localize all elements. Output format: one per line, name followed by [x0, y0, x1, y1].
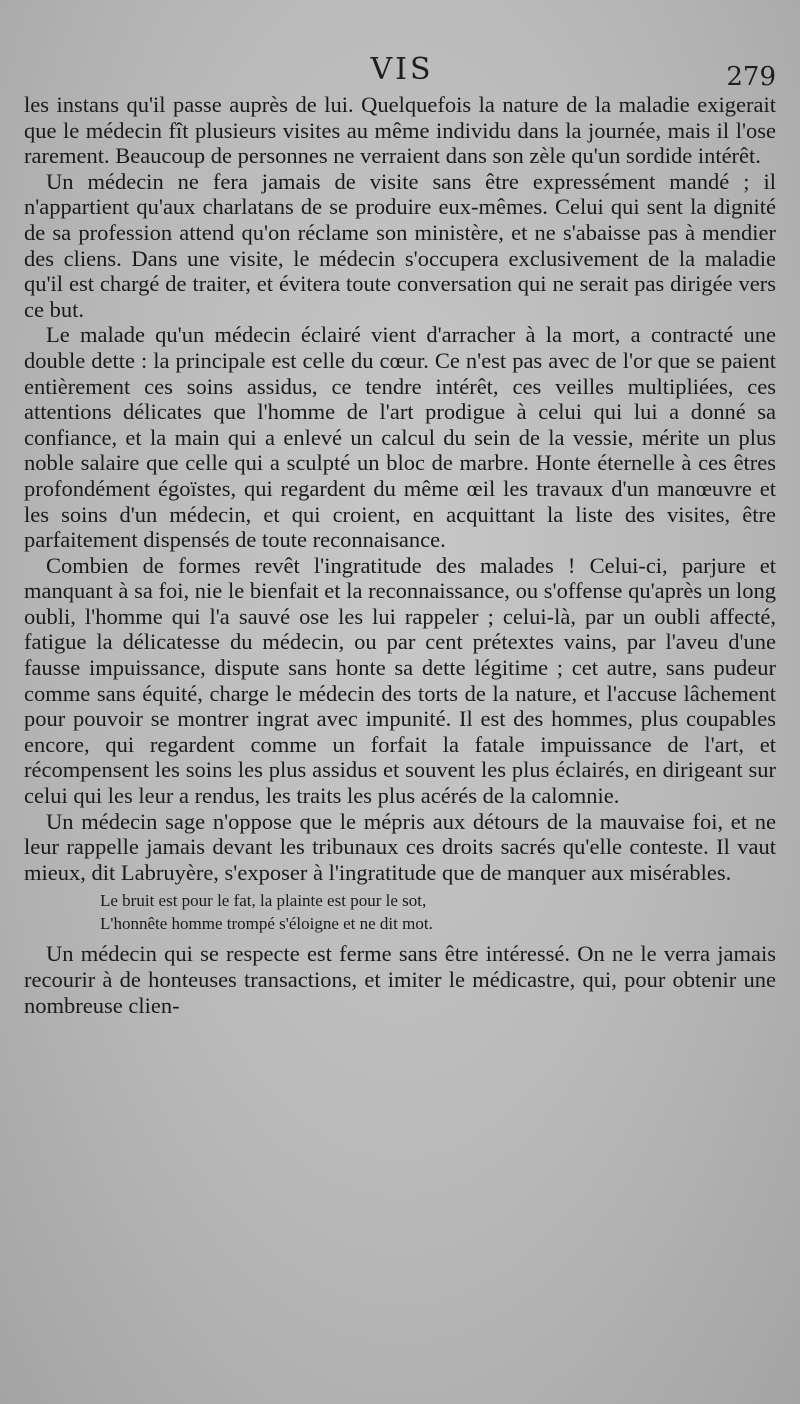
page-header — [24, 48, 780, 94]
paragraph: Un médecin ne fera jamais de visite sans être expressément mandé ; il n'appartient qu'aux charlatans de se produire eux-mêmes. Celui qui sent la dignité de sa profession attend qu'on réclame son ministère, et ne s'abaisse pas à mendier des cliens. Dans une visite, le médecin s'occupera exclusivement de la maladie qu'il est chargé de traiter, et évitera toute conversation qui ne serait pas dirigée vers ce but. — [24, 168, 776, 322]
verse-line: Le bruit est pour le fat, la plainte est pour le sot, — [100, 891, 427, 911]
page-number: 279 — [726, 62, 776, 92]
paragraph: Combien de formes revêt l'ingratitude des malades ! Celui-ci, parjure et manquant à sa foi, nie le bienfait et la reconnaissance, ou s'offense qu'après un long oubli, l'homme qui l'a sauvé ose les lui rappeler ; celui-là, par un oubli affecté, fatigue la délicatesse du médecin, ou par cent prétextes vains, par l'aveu d'une fausse impuissance, dispute sans honte sa dette légitime ; cet autre, sans pudeur comme sans équité, charge le médecin des torts de la nature, et l'accuse lâchement pour pouvoir se montrer ingrat avec impunité. Il est des hommes, plus coupables encore, qui regardent comme un forfait la fatale impuissance de l'art, et récompensent les soins les plus assidus et souvent les plus éclairés, en dirigeant sur celui qui les leur a rendus, les traits les plus acérés de la calomnie. — [24, 552, 776, 809]
paragraph: Un médecin sage n'oppose que le mépris aux détours de la mauvaise foi, et ne leur rappelle jamais devant les tribunaux ces droits sacrés qu'elle conteste. Il vaut mieux, dit Labruyère, s'exposer à l'ingratitude que de manquer aux misérables. — [24, 808, 776, 885]
verse-quotation — [24, 889, 776, 935]
running-title: VIS — [370, 52, 434, 87]
paragraph: Un médecin qui se respecte est ferme sans être intéressé. On ne le verra jamais recourir à de honteuses transactions, et imiter le médicastre, qui, pour obtenir une nombreuse clien- — [24, 941, 776, 1018]
paragraph: les instans qu'il passe auprès de lui. Quelquefois la nature de la maladie exigerait que le médecin fît plusieurs visites au même individu dans la journée, mais il l'ose rarement. Beaucoup de personnes ne verraient dans son zèle qu'un sordide intérêt. — [24, 92, 776, 169]
verse-line: L'honnête homme trompé s'éloigne et ne dit mot. — [100, 914, 433, 934]
body-text — [24, 92, 776, 1018]
paragraph: Le malade qu'un médecin éclairé vient d'arracher à la mort, a contracté une double dette : la principale est celle du cœur. Ce n'est pas avec de l'or que se paient entièrement ces soins assidus, ce tendre intérêt, ces veilles multipliées, ces attentions délicates que l'homme de l'art prodigue à celui qui lui a donné sa confiance, et la main qui a enlevé un calcul du sein de la vessie, mérite un plus noble salaire que celle qui a sculpté un bloc de marbre. Honte éternelle à ces êtres profondément égoïstes, qui regardent du même œil les travaux d'un manœuvre et les soins d'un médecin, et qui croient, en acquittant la liste des visites, être parfaitement dispensés de toute reconnaisance. — [24, 322, 776, 553]
